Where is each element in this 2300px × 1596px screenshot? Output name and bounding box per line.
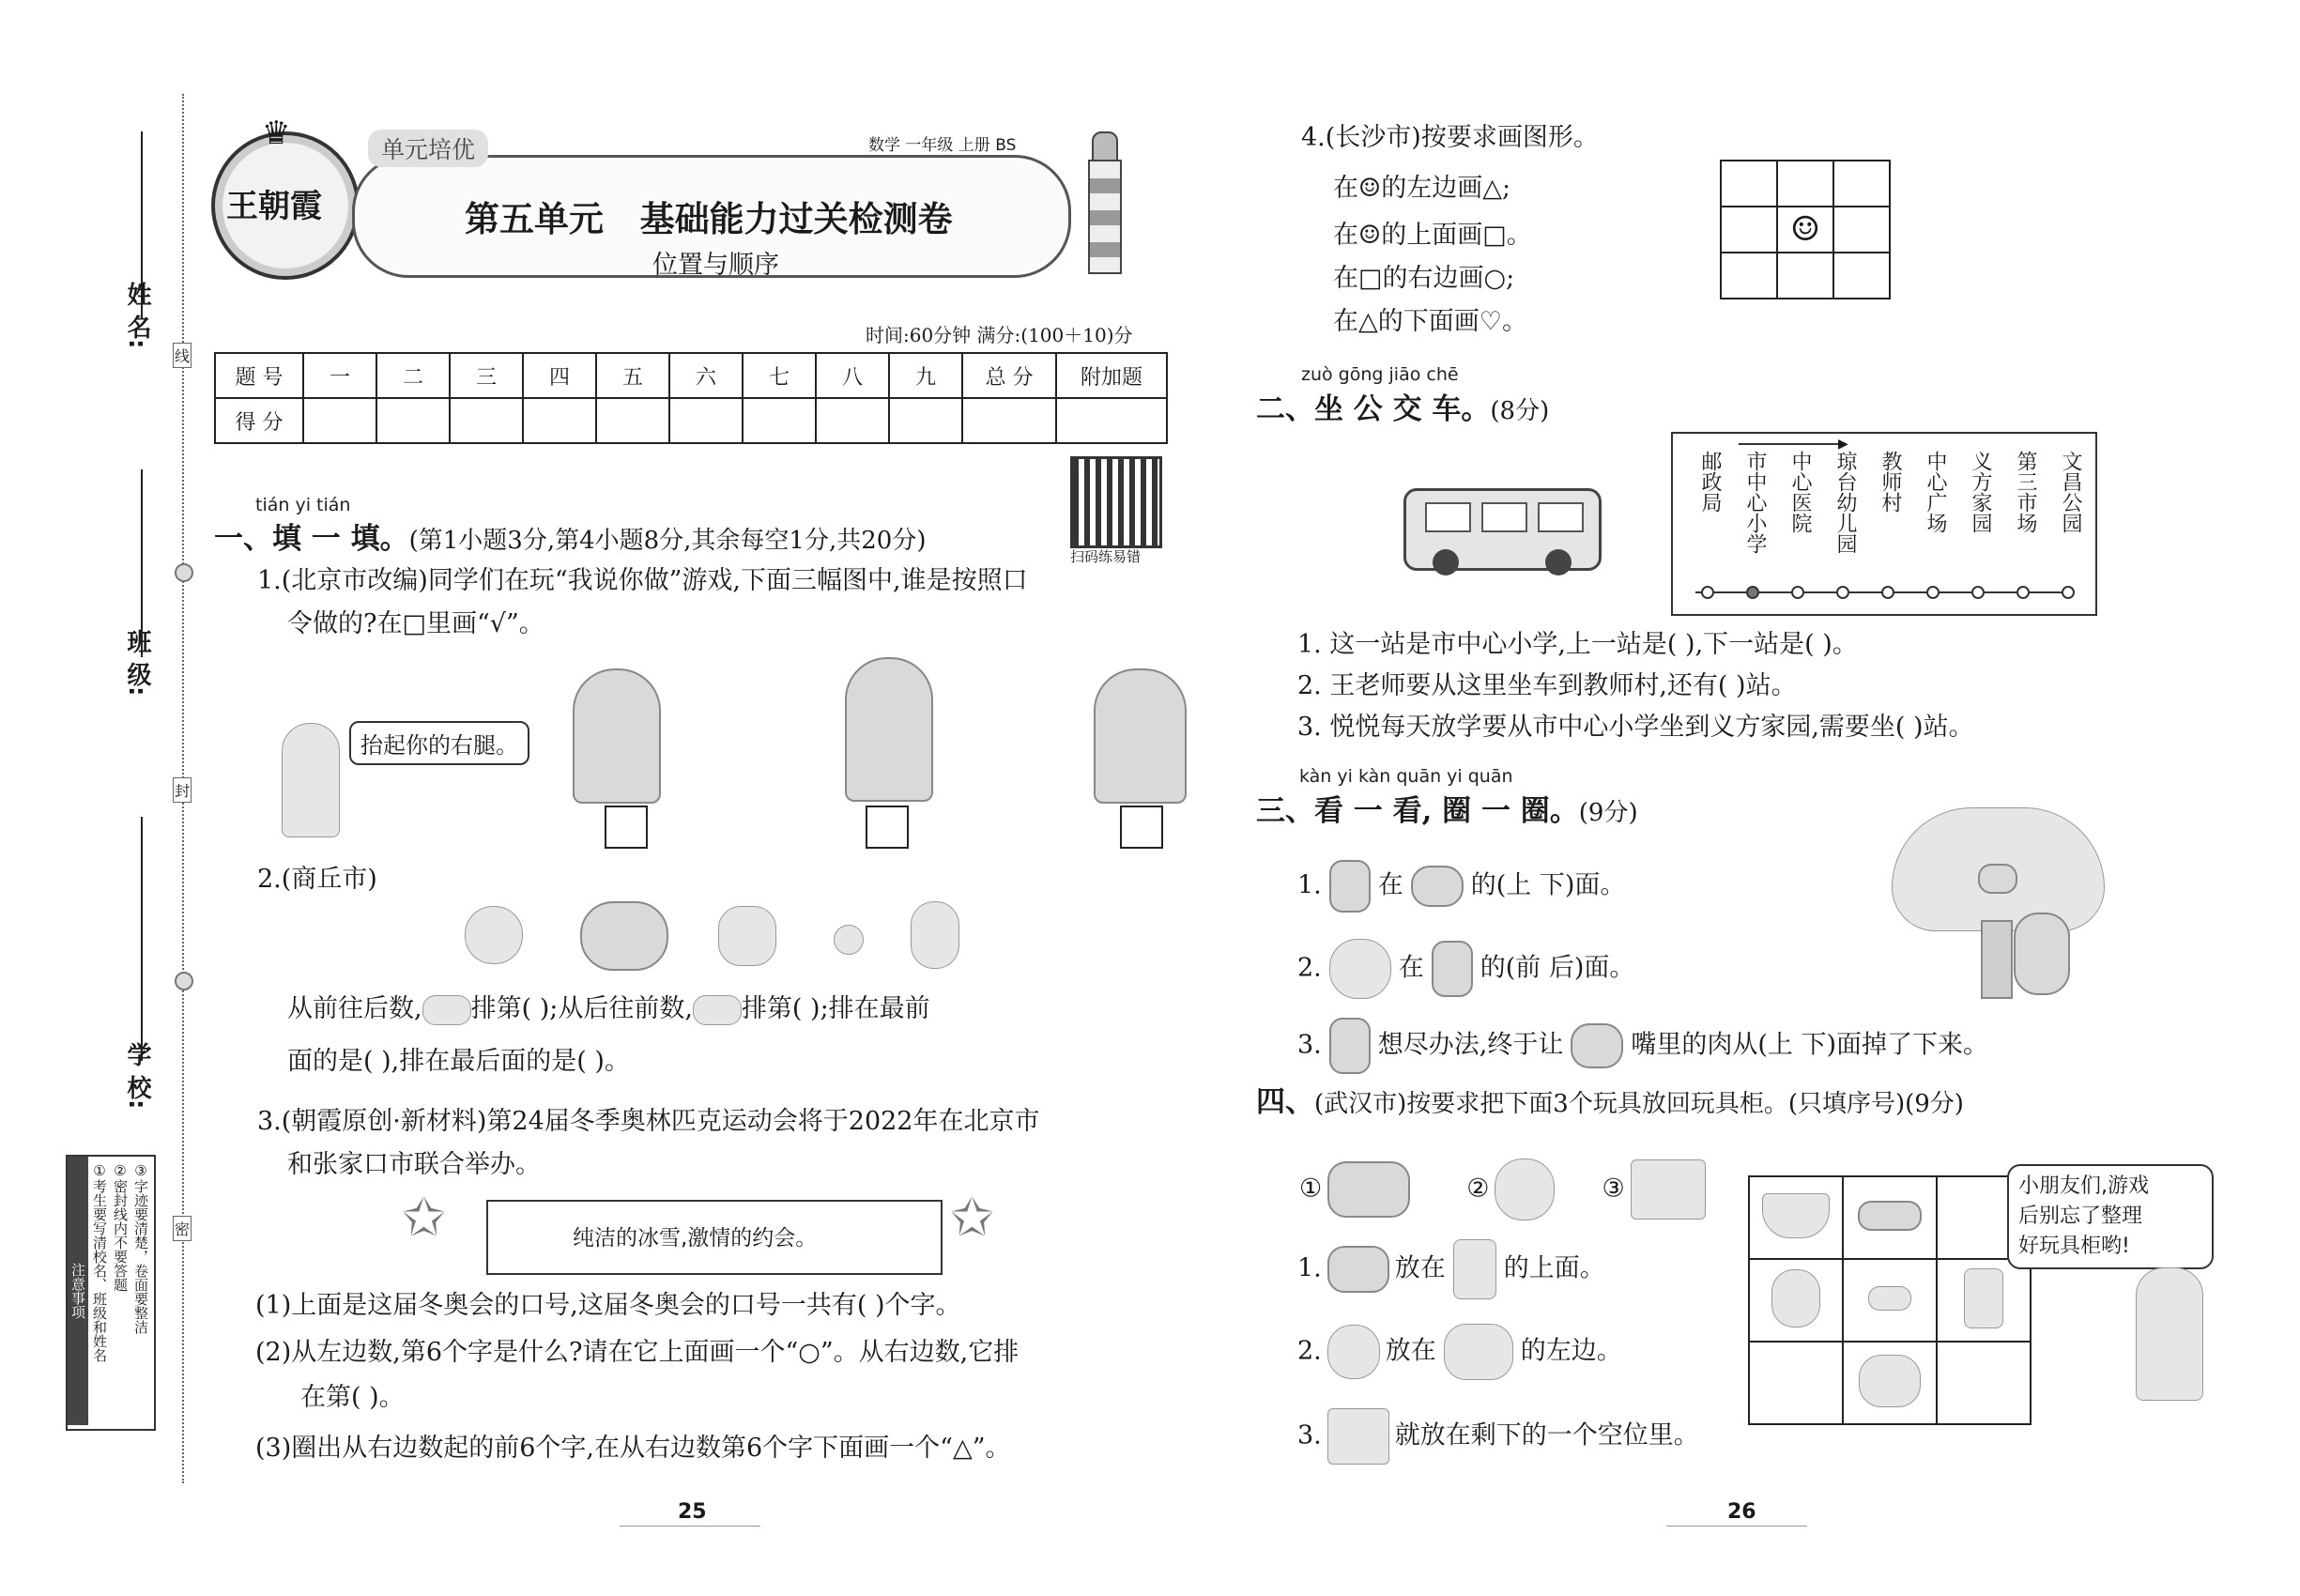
score-col-bonus: 附加题	[1056, 353, 1167, 398]
s3-heading: 三、看 一 看, 圈 一 圈。	[1256, 794, 1579, 828]
tree-scene-picture	[1892, 807, 2108, 995]
score-cell[interactable]	[743, 398, 816, 443]
caterpillar-toy-icon	[1868, 1286, 1911, 1311]
s3-q1-choice[interactable]: 的(上 下)面。	[1470, 870, 1626, 900]
station-label: 中心医院	[1788, 451, 1812, 533]
seal-mark-mi: 密	[173, 1216, 192, 1241]
page-deco-right	[1666, 1526, 1807, 1527]
qr-code	[1070, 456, 1162, 548]
rocking-horse-icon	[1444, 1324, 1513, 1380]
plane-toy-icon	[1858, 1201, 1922, 1231]
cat-picture	[465, 906, 523, 964]
score-col-total: 总 分	[962, 353, 1056, 398]
page-subtitle: 位置与顺序	[652, 251, 779, 280]
score-cell[interactable]	[376, 398, 450, 443]
time-info: 时间:60分钟 满分:(100＋10)分	[866, 324, 1133, 346]
dog-picture	[718, 906, 776, 966]
s4-q2	[1297, 1324, 1622, 1380]
s2-points: (8分)	[1490, 397, 1550, 425]
score-col: 八	[816, 353, 889, 398]
note-3: ③字迹要清楚，卷面要整洁	[132, 1162, 149, 1334]
note-2: ②密封线内不要答题	[112, 1162, 129, 1292]
boat-toy-icon	[1762, 1193, 1830, 1238]
s4-q2-pos: 的左边。	[1520, 1336, 1622, 1366]
s4-options	[1299, 1159, 1706, 1220]
cabinet-cell[interactable]	[1843, 1176, 1937, 1259]
stop-dot	[1971, 586, 1985, 599]
s3-q1-at: 在	[1377, 870, 1403, 900]
s4-heading: 四、	[1256, 1085, 1314, 1119]
score-grid	[214, 352, 1168, 444]
grid-cell[interactable]	[1833, 207, 1890, 253]
building-blocks-icon	[1631, 1159, 1706, 1220]
stop-dot	[1701, 586, 1714, 599]
cabinet-cell[interactable]	[1749, 1176, 1843, 1259]
star-mascot-left-icon: ✩	[402, 1188, 446, 1249]
bear-icon	[693, 995, 742, 1025]
toy-car-icon	[1327, 1161, 1410, 1218]
grid-cell[interactable]	[1721, 207, 1777, 253]
q2-line1	[287, 991, 930, 1027]
score-head-label: 题 号	[215, 353, 303, 398]
s4-bubble-line: 小朋友们,游戏	[2018, 1174, 2149, 1198]
s3-q3	[1297, 1018, 1988, 1074]
q2-front-text: 从前往后数,	[287, 994, 422, 1023]
fox-icon	[1329, 1018, 1371, 1074]
score-cell[interactable]	[303, 398, 376, 443]
child-picture-2	[845, 657, 933, 802]
s2-q2: 2. 王老师要从这里坐车到教师村,还有( )站。	[1297, 671, 1797, 700]
score-col: 二	[376, 353, 450, 398]
s1-title	[214, 514, 926, 557]
option-2-num: ②	[1466, 1174, 1490, 1204]
s4-q1-num: 1.	[1297, 1253, 1322, 1283]
boy-character-picture	[2136, 1267, 2203, 1401]
s4-q3	[1297, 1408, 1699, 1465]
s4-text: (武汉市)按要求把下面3个玩具放回玩具柜。(只填序号)(9分)	[1314, 1090, 1964, 1118]
s2-q3: 3. 悦悦每天放学要从市中心小学坐到义方家园,需要坐( )站。	[1297, 713, 1974, 742]
s3-q1-num: 1.	[1297, 870, 1322, 900]
stop-dot-current	[1746, 586, 1759, 599]
q3-line1: 3.(朝霞原创·新材料)第24届冬季奥林匹克运动会将于2022年在北京市	[257, 1107, 1040, 1136]
grid-cell[interactable]	[1721, 161, 1777, 207]
brand-logo	[211, 115, 360, 280]
page-number-left: 25	[678, 1500, 707, 1524]
q2-rank1-text: 排第( );从后往前数,	[470, 994, 693, 1023]
s1-pinyin: tián yi tián	[255, 495, 351, 515]
q1-speech-bubble	[349, 721, 529, 765]
seal-dot-1	[175, 563, 193, 582]
stop-dot	[1836, 586, 1849, 599]
cabinet-cell[interactable]	[1749, 1259, 1843, 1342]
slogan-box	[486, 1200, 943, 1275]
crown-icon: ♛	[262, 115, 291, 152]
stop-dot	[2016, 586, 2030, 599]
bus-picture	[1403, 488, 1602, 571]
fox-icon	[1432, 941, 1473, 997]
score-table	[214, 352, 1168, 444]
rocking-horse-icon	[1859, 1355, 1921, 1407]
direction-arrow	[1739, 443, 1842, 445]
child-picture-1	[573, 668, 661, 804]
q4-line4: 在△的下面画♡。	[1333, 307, 1527, 336]
s4-title	[1256, 1078, 1964, 1120]
cabinet-cell-empty[interactable]	[1937, 1342, 2031, 1424]
rabbit-picture	[911, 901, 959, 969]
station-label: 邮政局	[1698, 451, 1722, 513]
direction-arrow-head: ▶	[1838, 437, 1848, 452]
bus-route-board	[1671, 432, 2097, 616]
s3-q3-num: 3.	[1297, 1030, 1322, 1060]
s4-speech-bubble	[2007, 1164, 2214, 1269]
toy-cabinet-grid	[1748, 1175, 2032, 1425]
s3-q3-choice[interactable]: 嘴里的肉从(上 下)面掉了下来。	[1631, 1030, 1989, 1060]
grid-cell[interactable]	[1777, 161, 1833, 207]
q1-line1: 1.(北京市改编)同学们在玩“我说你做”游戏,下面三幅图中,谁是按照口	[257, 566, 1028, 595]
lighthouse-icon	[1084, 131, 1122, 272]
grid-cell[interactable]	[1833, 253, 1890, 299]
s4-q3-text: 就放在剩下的一个空位里。	[1394, 1420, 1699, 1450]
s4-bubble-line: 好玩具柜哟!	[2018, 1235, 2130, 1258]
note-1: ①考生要写清校名、班级和姓名	[91, 1162, 108, 1362]
score-cell[interactable]	[669, 398, 743, 443]
s2-title	[1256, 385, 1549, 427]
station-label: 第三市场	[2014, 451, 2037, 533]
clown-toy-icon	[1495, 1159, 1555, 1220]
s4-q2-put: 放在	[1385, 1336, 1436, 1366]
q3-part2-line2: 在第( )。	[300, 1383, 405, 1412]
q4-line1: 在☺的左边画△;	[1333, 174, 1511, 203]
s3-q2-choice[interactable]: 的(前 后)面。	[1480, 953, 1635, 983]
brand-name: 王朝霞	[226, 188, 322, 225]
station-label: 教师村	[1878, 451, 1902, 513]
page-number-right: 26	[1727, 1500, 1756, 1524]
grid-cell[interactable]	[1721, 253, 1777, 299]
q4-line3: 在□的右边画○;	[1333, 264, 1515, 293]
score-col: 三	[450, 353, 523, 398]
s3-q2	[1297, 939, 1634, 999]
q1-bubble-text: 抬起你的右腿。	[360, 732, 518, 759]
school-line	[141, 817, 143, 1061]
score-value-row	[215, 398, 1167, 443]
s4-bubble-line: 后别忘了整理	[2018, 1205, 2143, 1228]
station-label: 琼台幼儿园	[1833, 451, 1857, 554]
girl-speaker-picture	[282, 723, 340, 837]
q4-drawing-grid	[1720, 160, 1891, 299]
s3-title	[1256, 787, 1638, 829]
series-badge: 单元培优	[368, 130, 488, 167]
station-label-current: 市中心小学	[1743, 451, 1767, 554]
score-cell[interactable]	[596, 398, 669, 443]
q3-part1: (1)上面是这届冬奥会的口号,这届冬奥会的口号一共有( )个字。	[255, 1291, 961, 1320]
crow-icon	[1571, 1023, 1623, 1068]
score-cell[interactable]	[889, 398, 962, 443]
q3-part2-line1: (2)从左边数,第6个字是什么?请在它上面画一个“○”。从右边数,它排	[255, 1338, 1020, 1367]
clown-toy-icon	[1327, 1325, 1380, 1379]
q1-line2: 令做的?在□里画“√”。	[287, 609, 544, 638]
s4-q2-num: 2.	[1297, 1336, 1322, 1366]
s4-q3-num: 3.	[1297, 1420, 1322, 1450]
score-col: 九	[889, 353, 962, 398]
q2-label: 2.(商丘市)	[257, 865, 377, 894]
s1-points: (第1小题3分,第4小题8分,其余每空1分,共20分)	[408, 527, 927, 555]
s4-q1-pos: 的上面。	[1503, 1253, 1605, 1283]
score-cell[interactable]	[816, 398, 889, 443]
s2-pinyin: zuò gōng jiāo chē	[1301, 364, 1459, 385]
q2-line2: 面的是( ),排在最后面的是( )。	[287, 1047, 630, 1076]
class-label: 班 级:	[123, 629, 151, 697]
robot-toy-icon	[1453, 1239, 1496, 1299]
station-label: 文昌公园	[2059, 451, 2082, 533]
bear-picture	[580, 901, 668, 971]
score-cell[interactable]	[450, 398, 523, 443]
q3-line2: 和张家口市联合举办。	[287, 1150, 541, 1179]
child-picture-3	[1094, 668, 1187, 804]
building-blocks-icon	[1327, 1408, 1389, 1465]
binding-margin	[0, 0, 191, 1596]
q4-line2: 在☺的上面画□。	[1333, 221, 1532, 250]
score-col: 四	[523, 353, 596, 398]
cabinet-cell[interactable]	[1937, 1259, 2031, 1342]
q4-label: 4.(长沙市)按要求画图形。	[1301, 123, 1599, 152]
grid-cell[interactable]	[1833, 161, 1890, 207]
q3-part3: (3)圈出从右边数起的前6个字,在从右边数第6个字下面画一个“△”。	[255, 1434, 1011, 1463]
s2-q1: 1. 这一站是市中心小学,上一站是( ),下一站是( )。	[1297, 630, 1858, 659]
smiley-icon: ☺	[1789, 210, 1821, 249]
page-deco-left	[620, 1526, 760, 1527]
s4-q1-put: 放在	[1394, 1253, 1446, 1283]
grid-cell-face	[1777, 207, 1833, 253]
s1-heading: 一、填 一 填。	[214, 522, 409, 556]
teddy-bear-icon	[1771, 1269, 1820, 1327]
s3-q3-text: 想尽办法,终于让	[1377, 1030, 1564, 1060]
score-col: 五	[596, 353, 669, 398]
cabinet-cell[interactable]	[1843, 1342, 1937, 1424]
s4-q1	[1297, 1239, 1605, 1299]
star-mascot-right-icon: ✩	[950, 1188, 994, 1249]
robot-toy-icon	[1964, 1268, 2003, 1328]
seal-dot-2	[175, 972, 193, 990]
score-cell[interactable]	[1056, 398, 1167, 443]
seal-mark-xian: 线	[173, 343, 192, 368]
s3-q2-num: 2.	[1297, 953, 1322, 983]
option-3-num: ③	[1602, 1174, 1625, 1204]
option-1-num: ①	[1299, 1174, 1323, 1204]
stop-dot	[2062, 586, 2075, 599]
score-cell[interactable]	[523, 398, 596, 443]
toy-car-icon	[1327, 1246, 1389, 1293]
answer-box-2[interactable]	[866, 806, 909, 849]
page-title: 第五单元 基础能力过关检测卷	[465, 199, 953, 239]
chick-picture	[834, 925, 864, 955]
notes-title: 注意事项	[68, 1157, 88, 1425]
score-row-label: 得 分	[215, 398, 303, 443]
s3-q2-at: 在	[1398, 953, 1424, 983]
answer-box-3[interactable]	[1120, 806, 1163, 849]
q2-rank2-text: 排第( );排在最前	[741, 994, 930, 1023]
tree-icon	[1329, 939, 1391, 999]
stop-dot	[1881, 586, 1894, 599]
grid-cell[interactable]	[1777, 253, 1833, 299]
s2-heading: 二、坐 公 交 车。	[1256, 392, 1491, 426]
score-col: 七	[743, 353, 816, 398]
score-cell[interactable]	[962, 398, 1056, 443]
station-label: 义方家园	[1969, 451, 1992, 533]
fox-icon	[1329, 860, 1371, 913]
cabinet-cell-empty[interactable]	[1749, 1342, 1843, 1424]
score-header-row	[215, 353, 1167, 398]
s3-points: (9分)	[1578, 799, 1638, 827]
s3-q1	[1297, 860, 1625, 913]
s3-pinyin: kàn yi kàn quān yi quān	[1299, 766, 1513, 787]
notes-box	[66, 1155, 156, 1431]
seal-mark-feng: 封	[173, 777, 192, 803]
qr-caption: 扫码练易错	[1070, 548, 1142, 565]
score-col: 六	[669, 353, 743, 398]
crow-icon	[1411, 866, 1464, 907]
station-label: 中心广场	[1924, 451, 1947, 533]
slogan-text: 纯洁的冰雪,激情的约会。	[573, 1226, 818, 1251]
name-label: 姓 名:	[123, 282, 151, 349]
school-label: 学 校:	[123, 1042, 151, 1110]
answer-box-1[interactable]	[605, 806, 648, 849]
stop-dot	[1926, 586, 1940, 599]
bear-icon	[422, 995, 471, 1025]
cabinet-cell[interactable]	[1843, 1259, 1937, 1342]
score-col: 一	[303, 353, 376, 398]
subject-meta: 数学 一年级 上册 BS	[868, 136, 1017, 155]
stop-dot	[1791, 586, 1804, 599]
